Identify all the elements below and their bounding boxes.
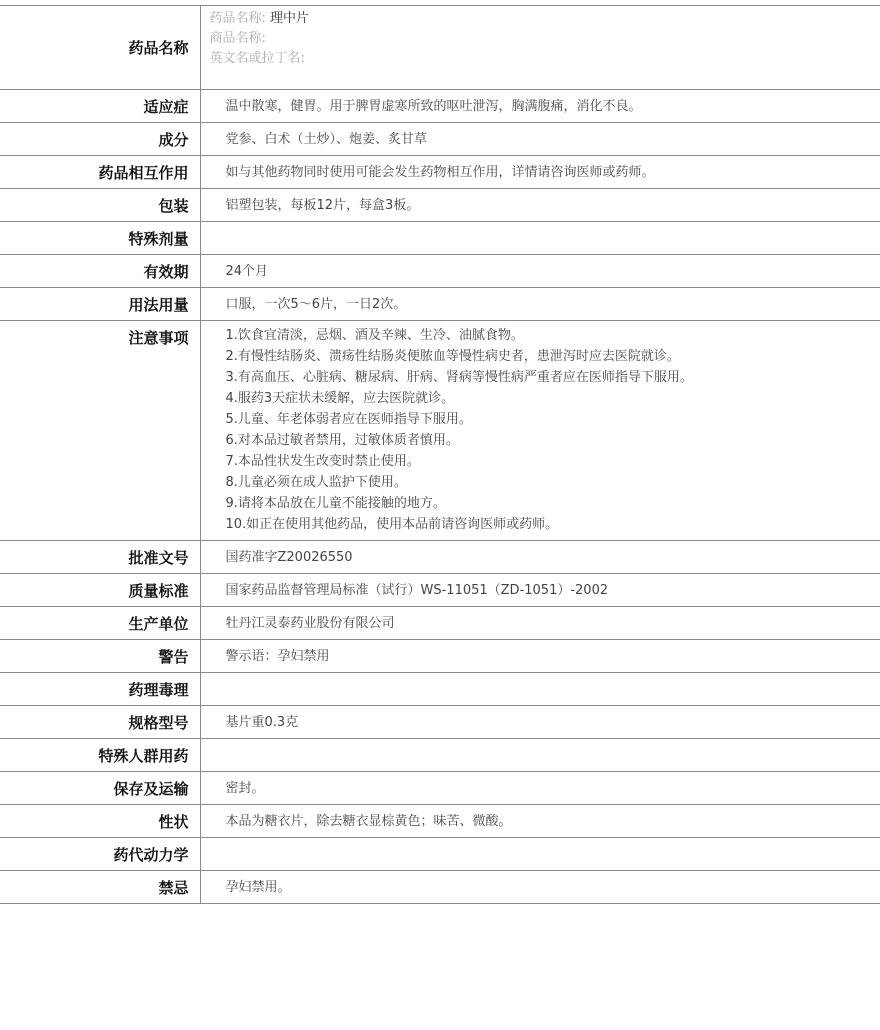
- row-value: 孕妇禁用。: [225, 879, 291, 895]
- generic-name-label: 药品名称:: [209, 11, 266, 26]
- row-value: [200, 838, 880, 871]
- list-item: 4.服药3天症状未缓解，应去医院就诊。: [225, 391, 455, 406]
- row-value: 国家药品监督管理局标准（试行）WS-11051（ZD-1051）-2002: [225, 582, 609, 598]
- list-item: 5.儿童、年老体弱者应在医师指导下服用。: [225, 412, 472, 427]
- trade-name-label: 商品名称:: [209, 31, 266, 46]
- row-value: 基片重0.3克: [225, 714, 299, 730]
- row-dosage: [0, 288, 880, 321]
- row-label: 禁忌: [0, 871, 200, 904]
- row-value: 牡丹江灵泰药业股份有限公司: [225, 615, 395, 631]
- row-value: 铝塑包装，每板12片，每盒3板。: [225, 197, 420, 213]
- row-label: 性状: [0, 805, 200, 838]
- trade-name-line: [210, 29, 880, 49]
- row-drug-name: [0, 6, 880, 90]
- row-pharmacokinetics: [0, 838, 880, 871]
- row-warning: [0, 640, 880, 673]
- row-precautions: [0, 321, 880, 541]
- row-label: 质量标准: [0, 574, 200, 607]
- row-value: 密封。: [225, 780, 265, 796]
- row-value: [200, 6, 880, 90]
- list-item: 10.如正在使用其他药品，使用本品前请咨询医师或药师。: [225, 517, 559, 532]
- row-label: 药品名称: [0, 6, 200, 90]
- list-item: 1.饮食宜清淡，忌烟、酒及辛辣、生冷、油腻食物。: [225, 328, 524, 343]
- row-storage: [0, 772, 880, 805]
- row-shelf-life: [0, 255, 880, 288]
- row-label: 药理毒理: [0, 673, 200, 706]
- row-label: 成分: [0, 123, 200, 156]
- row-quality-standard: [0, 574, 880, 607]
- row-special-dosage: [0, 222, 880, 255]
- row-contraindications: [0, 871, 880, 904]
- row-value: 如与其他药物同时使用可能会发生药物相互作用，详情请咨询医师或药师。: [225, 164, 655, 180]
- row-indications: [0, 90, 880, 123]
- row-label: 规格型号: [0, 706, 200, 739]
- row-value: 国药准字Z20026550: [225, 549, 353, 565]
- row-value: 本品为糖衣片，除去糖衣显棕黄色；味苦、微酸。: [225, 813, 512, 829]
- row-label: 药品相互作用: [0, 156, 200, 189]
- row-label: 包装: [0, 189, 200, 222]
- list-item: 2.有慢性结肠炎、溃疡性结肠炎便脓血等慢性病史者，患泄泻时应去医院就诊。: [225, 349, 680, 364]
- row-ingredients: [0, 123, 880, 156]
- list-item: 8.儿童必须在成人监护下使用。: [225, 475, 407, 490]
- row-value: [200, 673, 880, 706]
- list-item: 3.有高血压、心脏病、糖尿病、肝病、肾病等慢性病严重者应在医师指导下服用。: [225, 370, 693, 385]
- row-value: 24个月: [225, 263, 269, 279]
- row-manufacturer: [0, 607, 880, 640]
- drug-spec-table: [0, 5, 880, 904]
- row-special-populations: [0, 739, 880, 772]
- generic-name-value: 理中片: [270, 11, 310, 26]
- row-value: 警示语：孕妇禁用: [225, 648, 330, 664]
- row-value: 口服，一次5～6片，一日2次。: [225, 296, 407, 312]
- row-description: [0, 805, 880, 838]
- row-value: 党参、白术（土炒）、炮姜、炙甘草: [225, 131, 428, 147]
- row-label: 适应症: [0, 90, 200, 123]
- row-packaging: [0, 189, 880, 222]
- row-value: [200, 321, 880, 541]
- row-specification: [0, 706, 880, 739]
- row-interactions: [0, 156, 880, 189]
- row-value: [200, 222, 880, 255]
- english-name-line: [210, 49, 880, 69]
- row-pharmacology: [0, 673, 880, 706]
- row-label: 特殊人群用药: [0, 739, 200, 772]
- row-label: 批准文号: [0, 541, 200, 574]
- precautions-list: [226, 325, 880, 535]
- row-label: 保存及运输: [0, 772, 200, 805]
- row-label: 生产单位: [0, 607, 200, 640]
- list-item: 7.本品性状发生改变时禁止使用。: [225, 454, 420, 469]
- row-value: [200, 739, 880, 772]
- row-label: 用法用量: [0, 288, 200, 321]
- generic-name-line: [210, 9, 880, 29]
- row-label: 警告: [0, 640, 200, 673]
- row-label: 特殊剂量: [0, 222, 200, 255]
- row-value: 温中散寒，健胃。用于脾胃虚寒所致的呕吐泄泻，胸满腹痛，消化不良。: [225, 98, 642, 114]
- row-label: 有效期: [0, 255, 200, 288]
- list-item: 9.请将本品放在儿童不能接触的地方。: [225, 496, 446, 511]
- english-name-label: 英文名或拉丁名:: [209, 51, 305, 66]
- row-approval-number: [0, 541, 880, 574]
- list-item: 6.对本品过敏者禁用，过敏体质者慎用。: [225, 433, 459, 448]
- row-label: 药代动力学: [0, 838, 200, 871]
- row-label: 注意事项: [0, 321, 200, 541]
